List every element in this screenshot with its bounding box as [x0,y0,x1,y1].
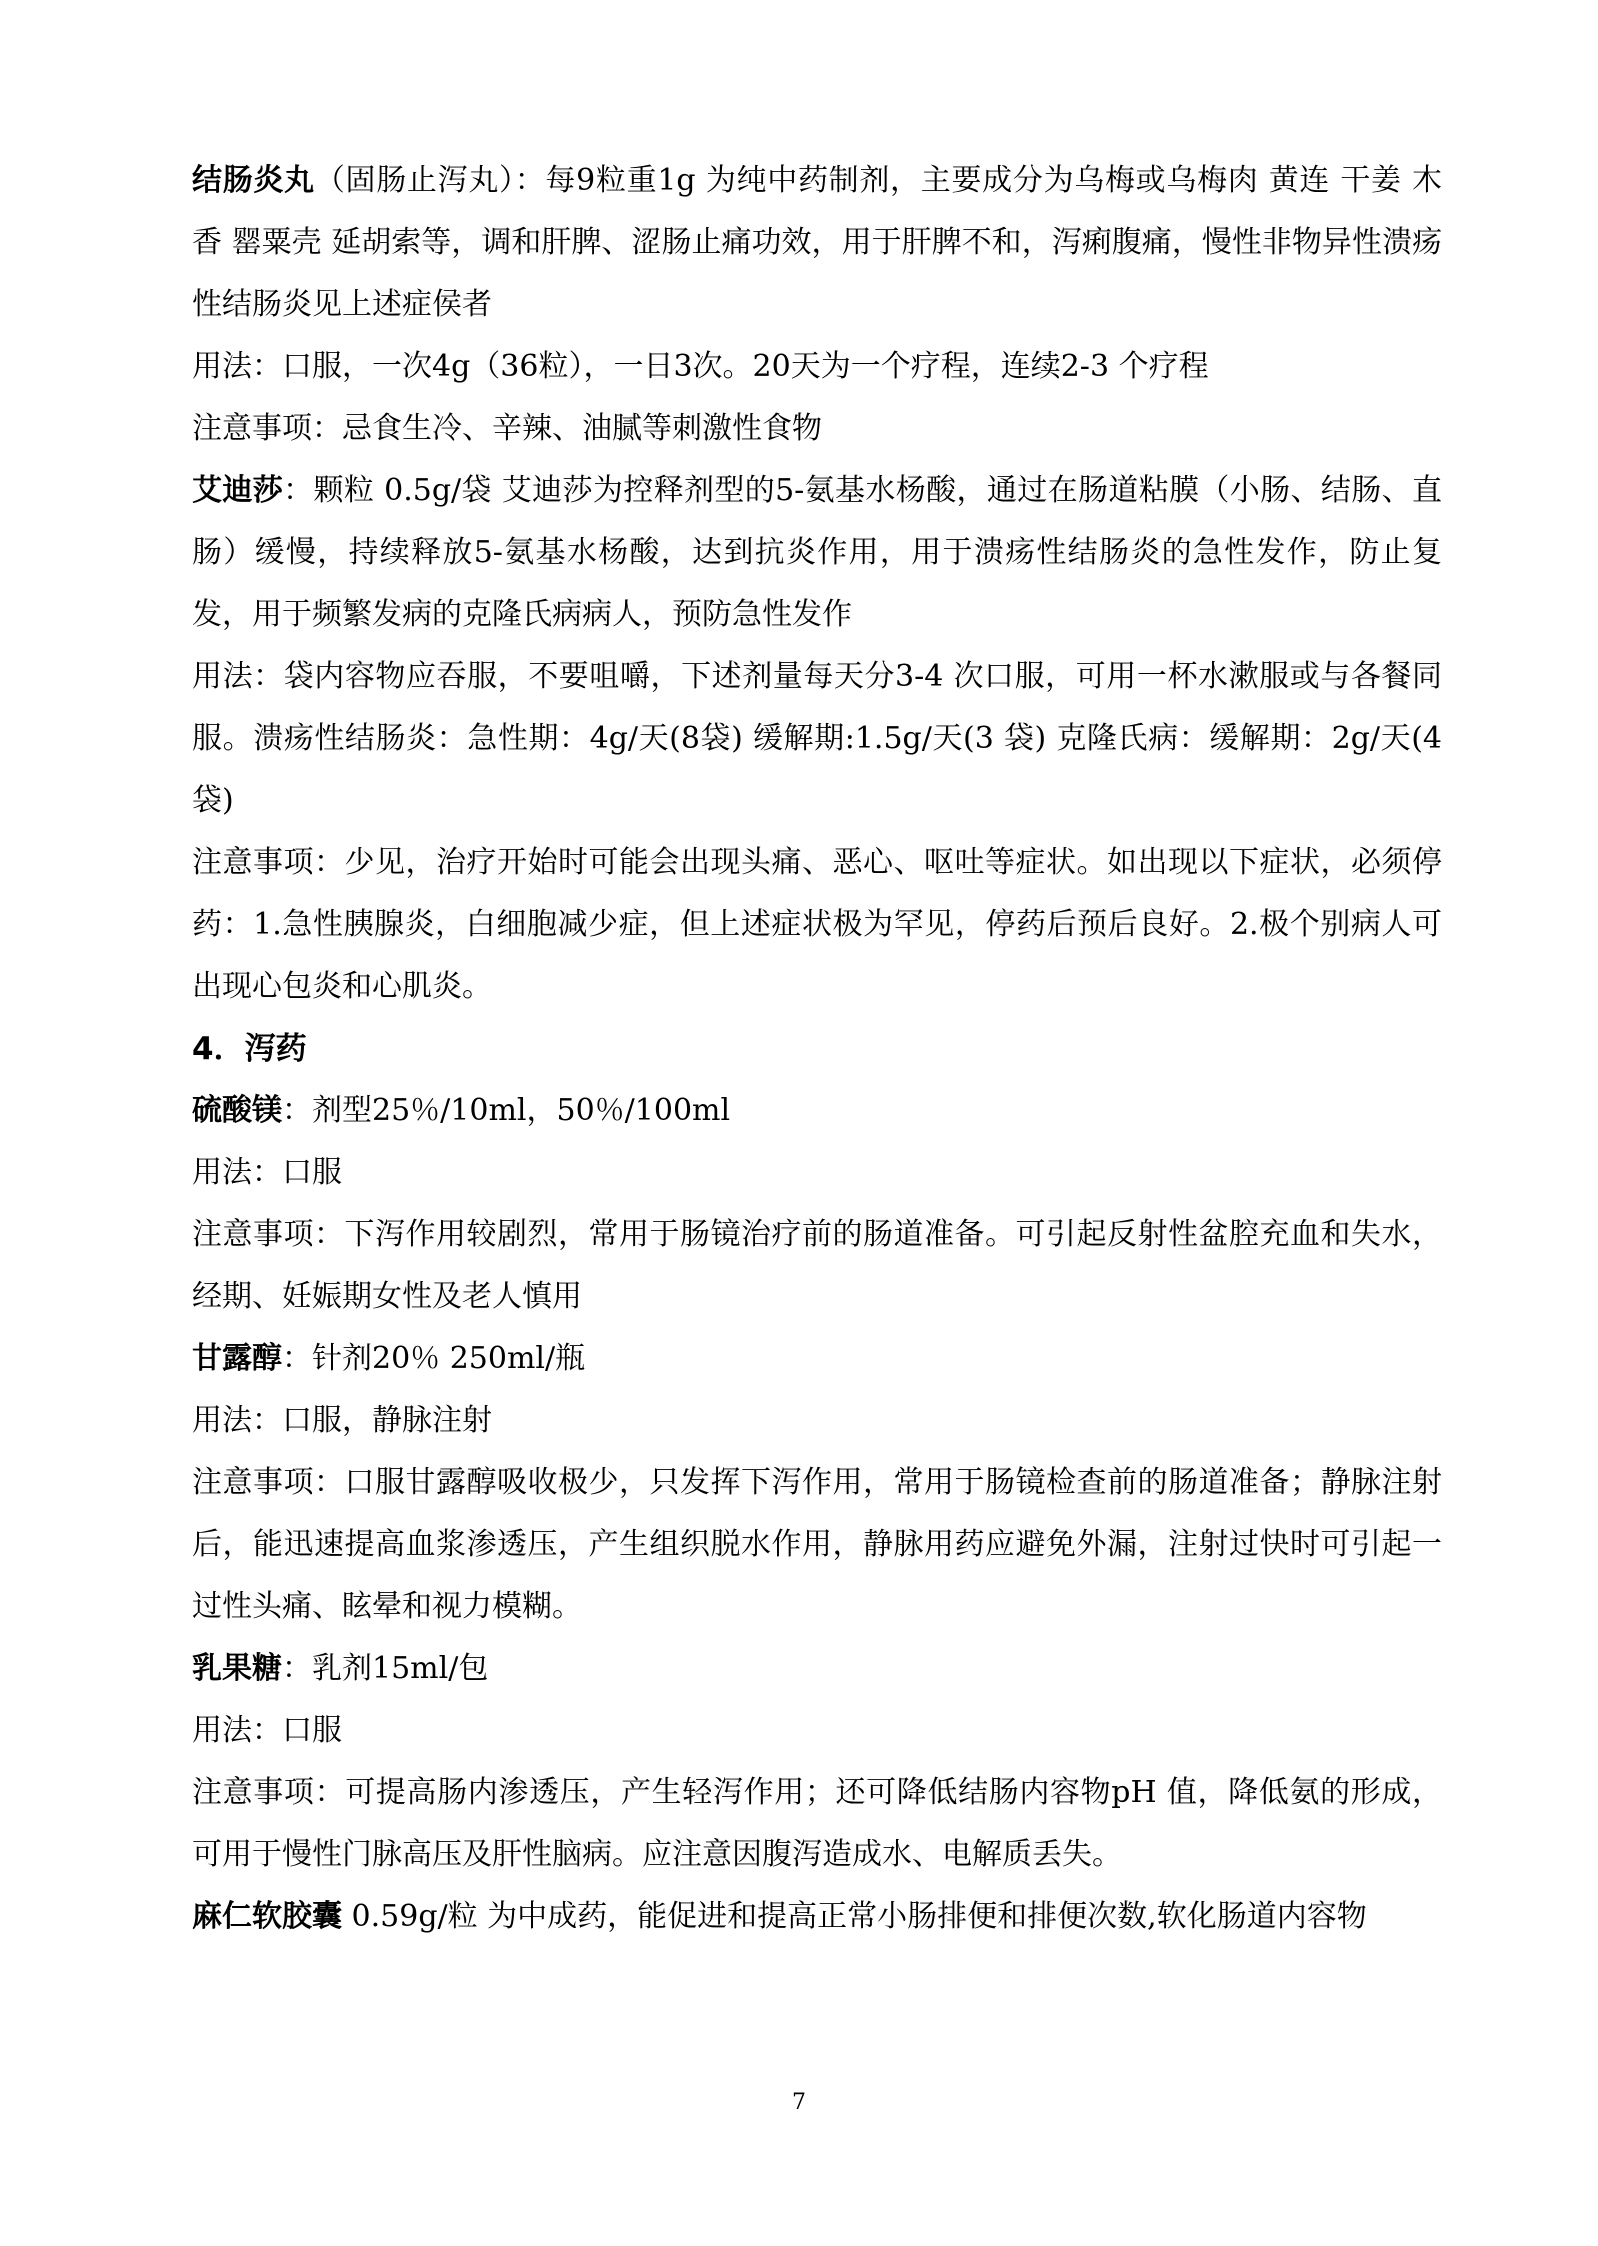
section-heading: 4．泻药 [192,1031,307,1067]
drug-name: 乳果糖 [192,1651,282,1686]
usage-text: 用法：口服 [192,1713,342,1748]
drug-description: ：颗粒 0.5g/袋 艾迪莎为控释剂型的5-氨基水杨酸，通过在肠道粘膜（小肠、结肠、直肠）缓慢，持续释放5-氨基水杨酸，达到抗炎作用，用于溃疡性结肠炎的急性发作，防止复发，用于频繁发病的克隆氏病病人，预防急性发作 [192,473,1442,632]
drug-name: 麻仁软胶囊 [192,1899,342,1934]
precautions-text: 注意事项：忌食生冷、辛辣、油腻等刺激性食物 [192,411,822,446]
usage-text: 用法：口服 [192,1155,342,1190]
precautions-text: 注意事项：少见，治疗开始时可能会出现头痛、恶心、呕吐等症状。如出现以下症状，必须停药：1.急性胰腺炎，白细胞减少症，但上述症状极为罕见，停药后预后良好。2.极个别病人可出现心包炎和心肌炎。 [192,845,1442,1004]
usage-text: 用法：袋内容物应吞服，不要咀嚼，下述剂量每天分3-4 次口服，可用一杯水漱服或与各餐同服。溃疡性结肠炎：急性期：4g/天(8袋) 缓解期:1.5g/天(3 袋) 克隆氏病：缓解期：2g/天(4袋) [192,659,1442,818]
drug-entry-ruguotang [192,1638,1442,1700]
drug-name: 甘露醇 [192,1341,282,1376]
drug-name: 硫酸镁 [192,1093,282,1128]
page-number: 7 [792,2090,806,2115]
drug-entry-aidisha [192,460,1442,646]
drug-description: ：针剂20％ 250ml/瓶 [282,1341,586,1376]
drug-entry-marenruanjiaonang [192,1886,1442,1948]
drug-entry-jiechangyanwan [192,150,1442,336]
drug-description: ：剂型25％/10ml，50％/100ml [282,1093,731,1128]
drug-name: 结肠炎丸 [192,163,315,198]
drug-name: 艾迪莎 [192,473,284,508]
precautions-text: 注意事项：下泻作用较剧烈，常用于肠镜治疗前的肠道准备。可引起反射性盆腔充血和失水，经期、妊娠期女性及老人慎用 [192,1217,1442,1314]
drug-description: ：乳剂15ml/包 [282,1651,489,1686]
drug-entry-ganluchun [192,1328,1442,1390]
drug-description: （固肠止泻丸）：每9粒重1g 为纯中药制剂，主要成分为乌梅或乌梅肉 黄连 干姜 木香 罂粟壳 延胡索等，调和肝脾、涩肠止痛功效，用于肝脾不和，泻痢腹痛，慢性非物异性溃疡性结肠炎见上述症侯者 [192,163,1442,322]
precautions-text: 注意事项：口服甘露醇吸收极少，只发挥下泻作用，常用于肠镜检查前的肠道准备；静脉注射后，能迅速提高血浆渗透压，产生组织脱水作用，静脉用药应避免外漏，注射过快时可引起一过性头痛、眩晕和视力模糊。 [192,1465,1442,1624]
document-page [192,150,1442,1948]
usage-text: 用法：口服，静脉注射 [192,1403,492,1438]
drug-entry-liusuanmei [192,1080,1442,1142]
precautions-text: 注意事项：可提高肠内渗透压，产生轻泻作用；还可降低结肠内容物pH 值，降低氨的形成，可用于慢性门脉高压及肝性脑病。应注意因腹泻造成水、电解质丢失。 [192,1775,1442,1872]
drug-description: 0.59g/粒 为中成药，能促进和提高正常小肠排便和排便次数,软化肠道内容物 [342,1899,1367,1934]
usage-text: 用法：口服，一次4g（36粒），一日3次。20天为一个疗程，连续2-3 个疗程 [192,349,1209,384]
